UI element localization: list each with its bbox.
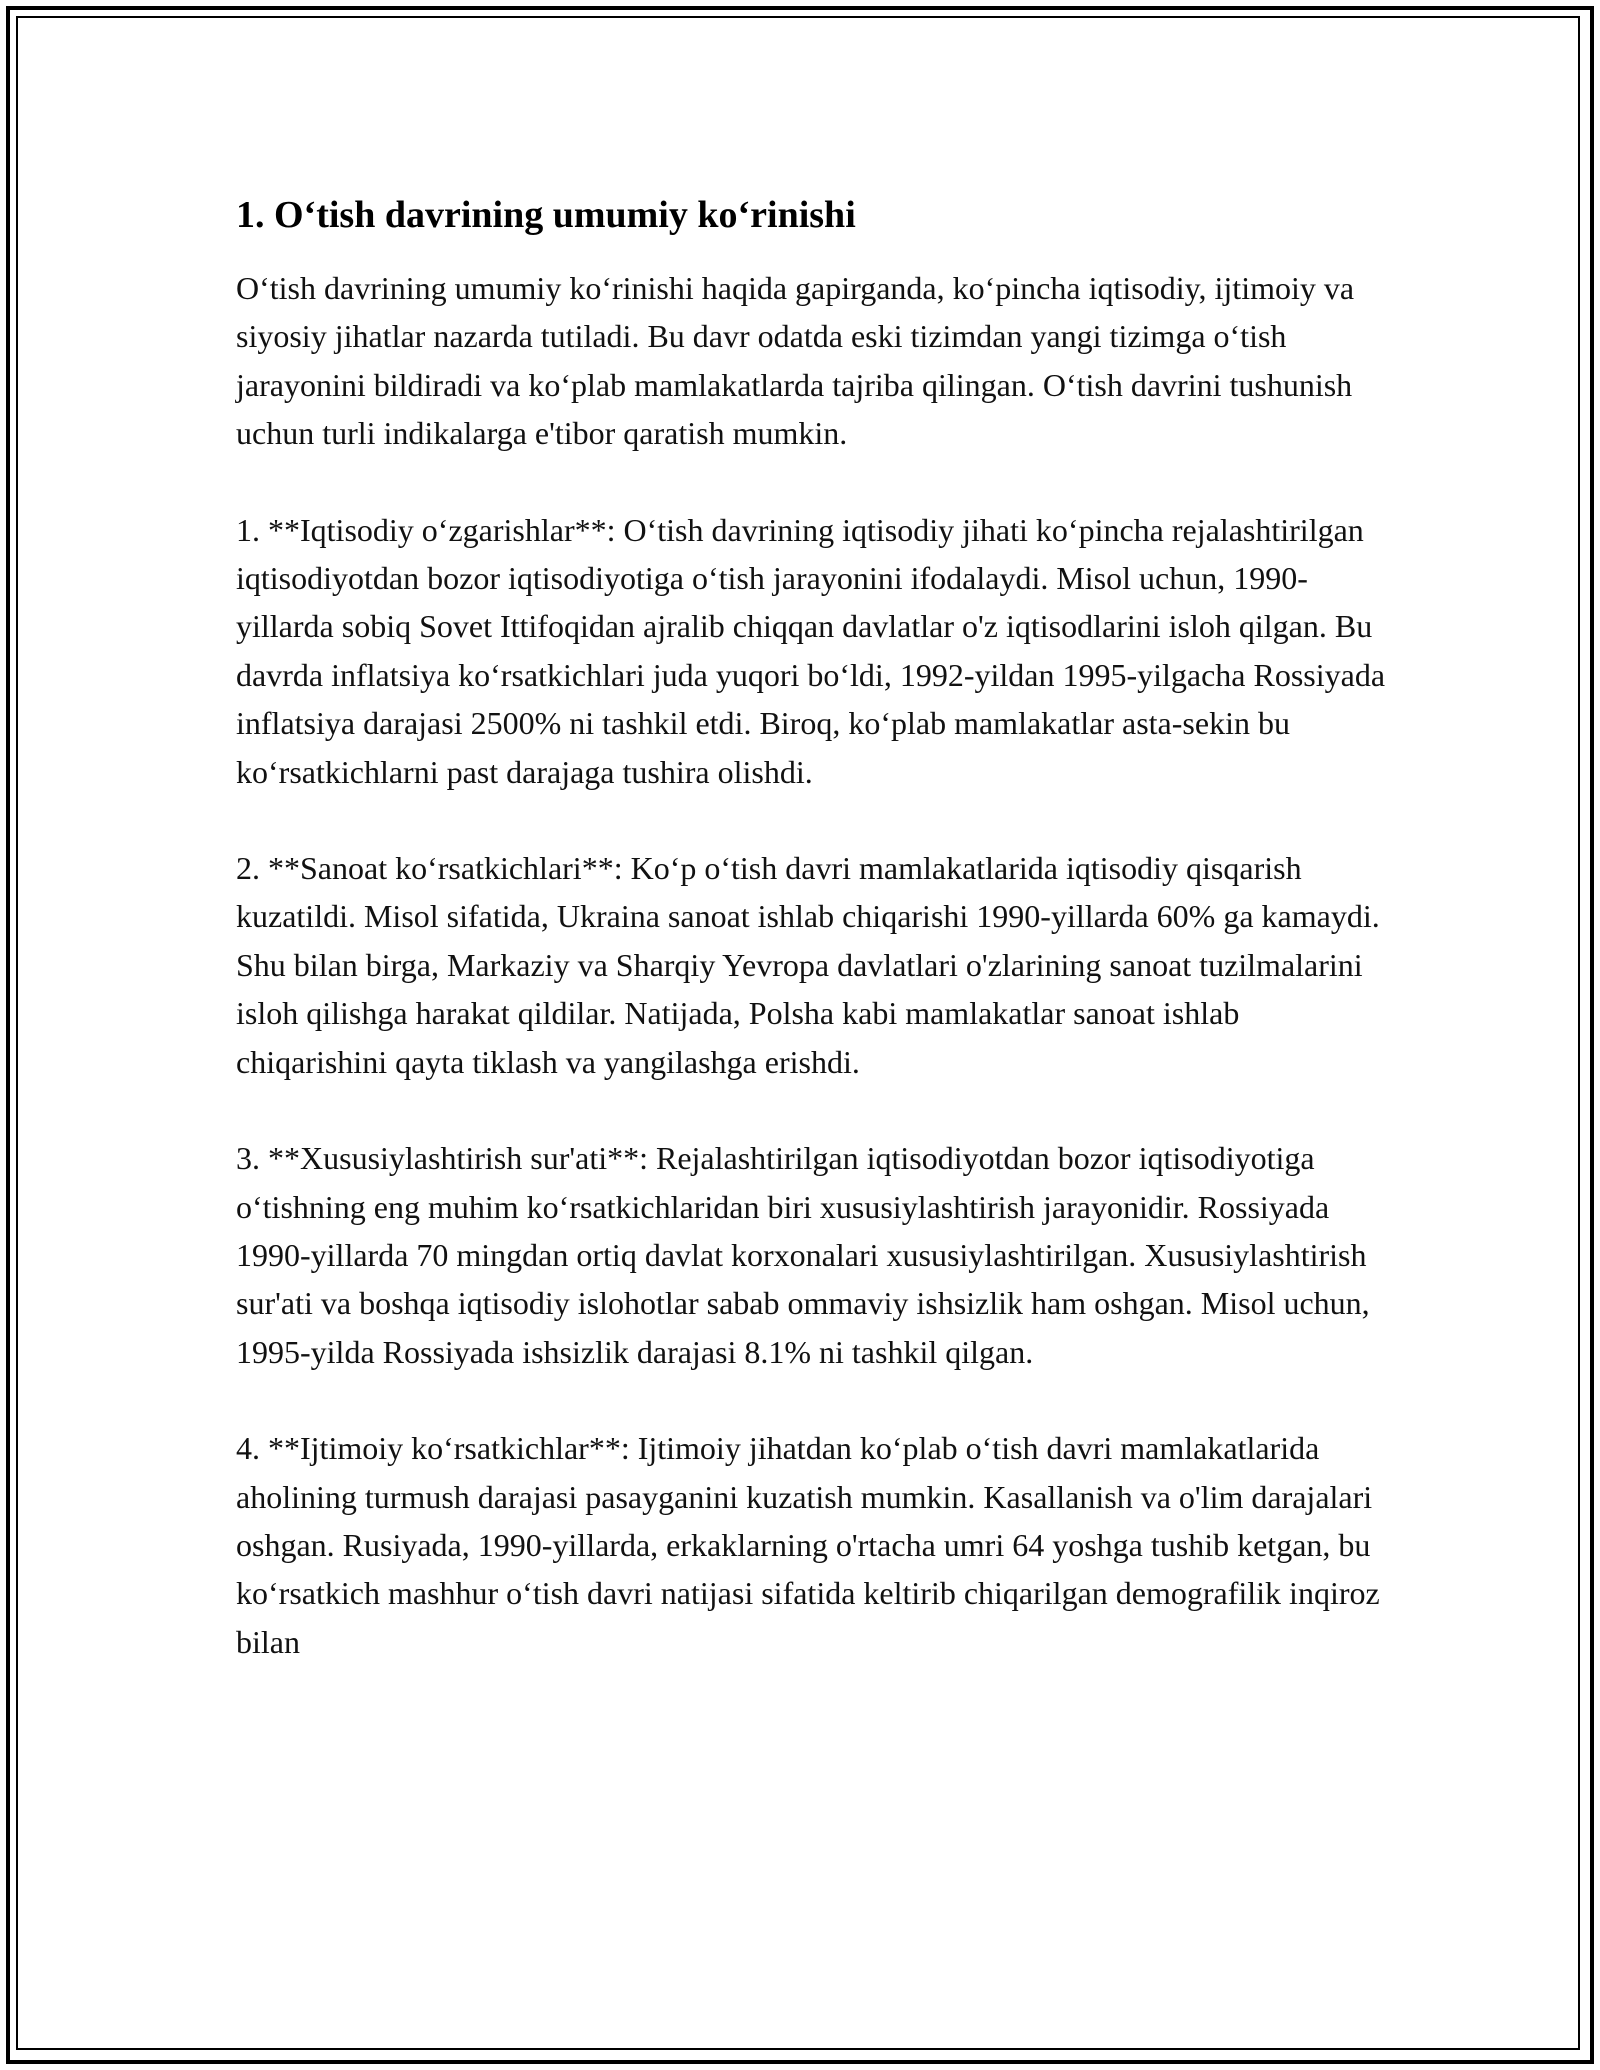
paragraph-social-indicators: 4. **Ijtimoiy ko‘rsatkichlar**: Ijtimoiy jihatdan ko‘plab o‘tish davri mamlakatlarida aholining turmush darajasi pasayganini kuzatish mumkin. Kasallanish va o'lim darajalari oshgan. Rusiyada, 1990-yillarda, erkaklarning o'rtacha umri 64 yoshga tushib ketgan, bu ko‘rsatkich mashhur o‘tish davri natijasi sifatida keltirib chiqarilgan demografilik inqiroz bilan (236, 1430, 1380, 1660)
paragraph-privatization-rate: 3. **Xususiylashtirish sur'ati**: Rejalashtirilgan iqtisodiyotdan bozor iqtisodiyotiga o‘tishning eng muhim ko‘rsatkichlaridan biri xususiylashtirish jarayonidir. Rossiyada 1990-yillarda 70 mingdan ortiq davlat korxonalari xususiylashtirilgan. Xususiylashtirish sur'ati va boshqa iqtisodiy islohotlar sabab ommaviy ishsizlik ham oshgan. Misol uchun, 1995-yilda Rossiyada ishsizlik darajasi 8.1% ni tashkil qilgan. (236, 1140, 1370, 1370)
paragraph-economic-changes: 1. **Iqtisodiy o‘zgarishlar**: O‘tish davrining iqtisodiy jihati ko‘pincha rejalashtirilgan iqtisodiyotdan bozor iqtisodiyotiga o‘tish jarayonini ifodalaydi. Misol uchun, 1990-yillarda sobiq Sovet Ittifoqidan ajralib chiqqan davlatlar o'z iqtisodlarini isloh qilgan. Bu davrda inflatsiya ko‘rsatkichlari juda yuqori bo‘ldi, 1992-yildan 1995-yilgacha Rossiyada inflatsiya darajasi 2500% ni tashkil etdi. Biroq, ko‘plab mamlakatlar asta-sekin bu ko‘rsatkichlarni past darajaga tushira olishdi. (236, 511, 1386, 790)
document-body (236, 188, 1386, 1714)
paragraph-industry-indicators: 2. **Sanoat ko‘rsatkichlari**: Ko‘p o‘tish davri mamlakatlarida iqtisodiy qisqarish kuzatildi. Misol sifatida, Ukraina sanoat ishlab chiqarishi 1990-yillarda 60% ga kamaydi. Shu bilan birga, Markaziy va Sharqiy Yevropa davlatlari o'zlarining sanoat tuzilmalarini isloh qilishga harakat qildilar. Natijada, Polsha kabi mamlakatlar sanoat ishlab chiqarishini qayta tiklash va yangilashga erishdi. (236, 850, 1380, 1080)
section-heading: 1. O‘tish davrining umumiy ko‘rinishi (236, 194, 856, 236)
intro-paragraph: O‘tish davrining umumiy ko‘rinishi haqida gapirganda, ko‘pincha iqtisodiy, ijtimoiy va siyosiy jihatlar nazarda tutiladi. Bu davr odatda eski tizimdan yangi tizimga o‘tish jarayonini bildiradi va ko‘plab mamlakatlarda tajriba qilingan. O‘tish davrini tushunish uchun turli indikalarga e'tibor qaratish mumkin. (236, 270, 1355, 452)
